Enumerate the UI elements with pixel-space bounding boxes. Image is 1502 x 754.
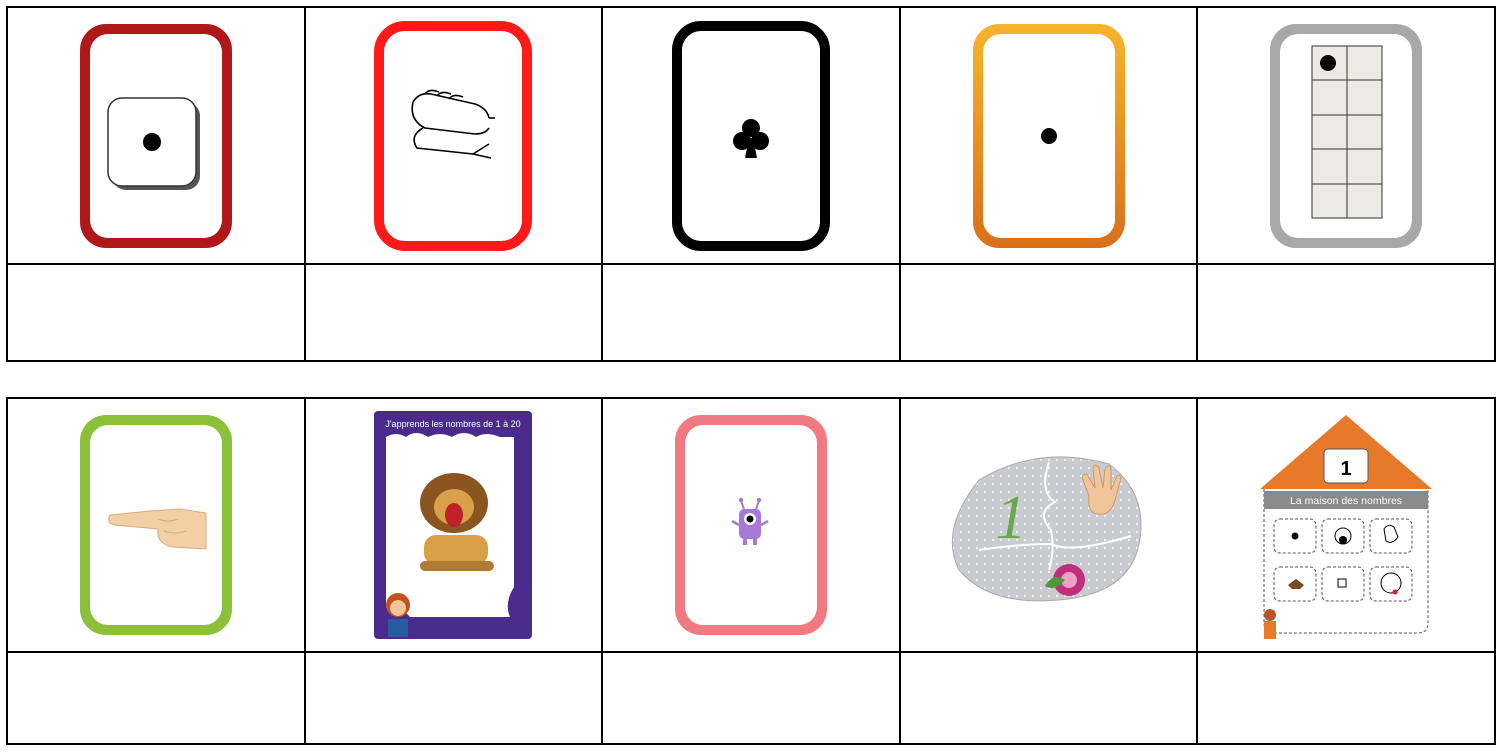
cell-sign-language-card: [305, 7, 603, 264]
dice-card: [76, 20, 236, 252]
ten-frame-grid: [1312, 46, 1382, 218]
sign-language-card: [373, 20, 533, 252]
card-table-bottom: [6, 397, 1496, 745]
finger-count-card: [76, 411, 236, 639]
answer-cell-2[interactable]: [305, 264, 603, 361]
playing-card-club: [671, 20, 831, 252]
cell-dice-card: [7, 7, 305, 264]
dot-icon: [1041, 128, 1057, 144]
answer-cell-5[interactable]: [1197, 264, 1495, 361]
puzzle-card: [949, 440, 1149, 610]
number-one-label: 1: [995, 484, 1026, 552]
fist-icon: [413, 90, 496, 158]
cell-house-card: [1197, 398, 1495, 652]
answer-cell-1[interactable]: [7, 264, 305, 361]
club-icon: [733, 119, 769, 158]
cell-lion-card: [305, 398, 603, 652]
cell-monster-card: [602, 398, 900, 652]
answer-cell-10[interactable]: [1197, 652, 1495, 744]
cell-dot-card: [900, 7, 1198, 264]
lion-card: [374, 411, 532, 639]
card-table-top: [6, 6, 1496, 362]
cell-finger-count-card: [7, 398, 305, 652]
answer-cell-4[interactable]: [900, 264, 1198, 361]
answer-cell-8[interactable]: [602, 652, 900, 744]
house-title: La maison des nombres: [1290, 495, 1402, 507]
cell-ten-frame-card: [1197, 7, 1495, 264]
answer-cell-9[interactable]: [900, 652, 1198, 744]
dot-card: [969, 20, 1129, 252]
dot-icon: [143, 133, 161, 151]
cell-playing-card-club: [602, 7, 900, 264]
ten-frame-card: [1266, 20, 1426, 252]
answer-cell-7[interactable]: [305, 652, 603, 744]
card-title: J'apprends les nombres de 1 à 20: [386, 419, 521, 429]
answer-cell-6[interactable]: [7, 652, 305, 744]
answer-cell-3[interactable]: [602, 264, 900, 361]
child-icon: [1264, 609, 1276, 639]
monster-card: [671, 411, 831, 639]
house-card: [1256, 409, 1436, 641]
cell-puzzle-card: [900, 398, 1198, 652]
house-number: 1: [1341, 458, 1352, 480]
